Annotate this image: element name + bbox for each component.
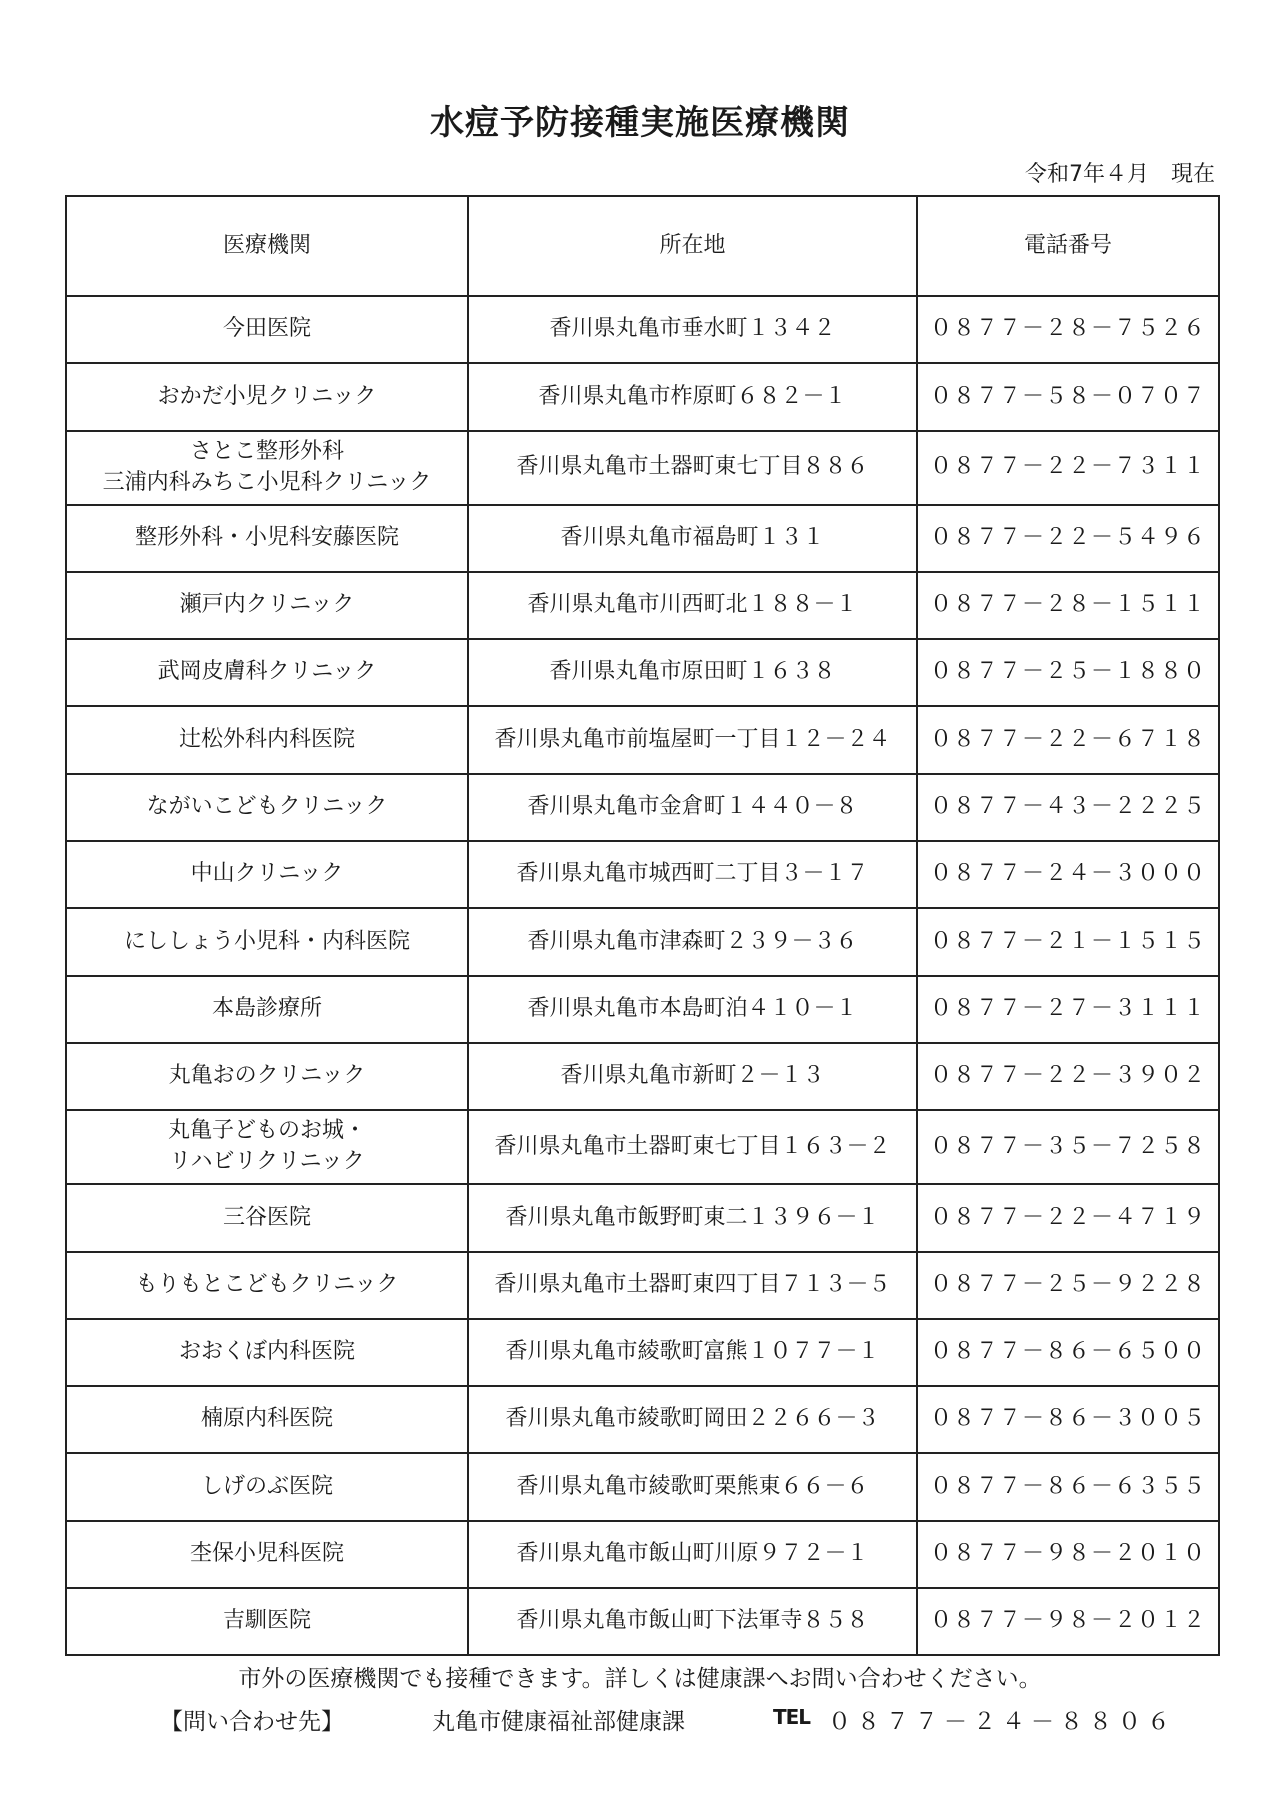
- facility-address: 香川県丸亀市土器町東七丁目８８６: [468, 431, 917, 505]
- facility-address: 香川県丸亀市城西町二丁目３－１７: [468, 841, 917, 908]
- header-address: 所在地: [468, 196, 917, 296]
- facility-phone: ０８７７－８６－６５００: [917, 1319, 1219, 1386]
- facility-phone: ０８７７－３５－７２５８: [917, 1110, 1219, 1184]
- as-of-date: 令和7年４月 現在: [1025, 162, 1215, 187]
- facility-address: 香川県丸亀市綾歌町岡田２２６６－３: [468, 1386, 917, 1453]
- facility-name-line: 杢保小児科医院: [189, 1541, 344, 1566]
- note-text: 市外の医療機関でも接種できます。詳しくは健康課へお問い合わせください。: [238, 1666, 1042, 1692]
- facility-phone: ０８７７－２２－３９０２: [917, 1043, 1219, 1110]
- table-row: [66, 908, 1219, 975]
- page-title: 水痘予防接種実施医療機関: [430, 103, 850, 143]
- facility-address: 香川県丸亀市垂水町１３４２: [468, 296, 917, 363]
- facility-name: [66, 639, 468, 706]
- facility-name-line: 武岡皮膚科クリニック: [157, 659, 377, 685]
- facility-phone: ０８７７－２２－４７１９: [917, 1184, 1219, 1251]
- table-row: [66, 505, 1219, 572]
- facility-name-line: 丸亀子どものお城・: [167, 1118, 366, 1144]
- facility-name-line: 三浦内科みちこ小児科クリニック: [102, 469, 432, 495]
- facility-address: 香川県丸亀市川西町北１８８－１: [468, 572, 917, 639]
- facility-name-line: 本島診療所: [211, 995, 322, 1021]
- facility-name-line: しげのぶ医院: [200, 1473, 333, 1499]
- table-row: [66, 363, 1219, 430]
- facility-name: [66, 1453, 468, 1520]
- facility-name: [66, 908, 468, 975]
- table-row: [66, 1588, 1219, 1655]
- table-row: [66, 706, 1219, 773]
- facility-name-line: 楠原内科医院: [200, 1406, 333, 1432]
- facility-phone: ０８７７－２２－７３１１: [917, 431, 1219, 505]
- facility-phone: ０８７７－２２－５４９６: [917, 505, 1219, 572]
- facility-name-line: ながいこどもクリニック: [146, 794, 388, 820]
- facility-address: 香川県丸亀市金倉町１４４０－８: [468, 774, 917, 841]
- facility-name: [66, 706, 468, 773]
- table-row: [66, 572, 1219, 639]
- facility-address: 香川県丸亀市原田町１６３８: [468, 639, 917, 706]
- facility-name: [66, 1521, 468, 1588]
- facility-phone: ０８７７－２１－１５１５: [917, 908, 1219, 975]
- facility-name: [66, 505, 468, 572]
- table-header-row: [66, 196, 1219, 296]
- facility-phone: ０８７７－８６－６３５５: [917, 1453, 1219, 1520]
- facility-name-line: もりもとこどもクリニック: [135, 1271, 399, 1297]
- table-row: [66, 296, 1219, 363]
- facility-name-line: おかだ小児クリニック: [157, 383, 377, 409]
- facility-name: [66, 1386, 468, 1453]
- facility-phone: ０８７７－２７－３１１１: [917, 976, 1219, 1043]
- table-row: [66, 1521, 1219, 1588]
- facility-address: 香川県丸亀市津森町２３９－３６: [468, 908, 917, 975]
- table-row: [66, 1319, 1219, 1386]
- table-row: [66, 1453, 1219, 1520]
- table-row: [66, 431, 1219, 505]
- facility-table: [65, 195, 1220, 1656]
- table-row: [66, 1184, 1219, 1251]
- facility-phone: ０８７７－２８－１５１１: [917, 572, 1219, 639]
- facility-name: [66, 1588, 468, 1655]
- facility-phone: ０８７７－２４－３０００: [917, 841, 1219, 908]
- facility-phone: ０８７７－８６－３００５: [917, 1386, 1219, 1453]
- facility-name-line: にししょう小児科・内科医院: [123, 928, 410, 954]
- table-row: [66, 1386, 1219, 1453]
- table-row: [66, 976, 1219, 1043]
- facility-name: [66, 431, 468, 505]
- facility-name-line: リハビリクリニック: [169, 1149, 365, 1175]
- facility-phone: ０８７７－９８－２０１２: [917, 1588, 1219, 1655]
- facility-address: 香川県丸亀市綾歌町富熊１０７７－１: [468, 1319, 917, 1386]
- facility-phone: ０８７７－２８－７５２６: [917, 296, 1219, 363]
- facility-name-line: 中山クリニック: [190, 861, 344, 887]
- facility-name-line: 整形外科・小児科安藤医院: [134, 524, 399, 550]
- facility-name: [66, 976, 468, 1043]
- facility-address: 香川県丸亀市福島町１３１: [468, 505, 917, 572]
- table-row: [66, 1043, 1219, 1110]
- facility-address: 香川県丸亀市本島町泊４１０－１: [468, 976, 917, 1043]
- header-facility: 医療機関: [66, 196, 468, 296]
- table-row: [66, 774, 1219, 841]
- facility-phone: ０８７７－２２－６７１８: [917, 706, 1219, 773]
- facility-address: 香川県丸亀市飯野町東二１３９６－１: [468, 1184, 917, 1251]
- facility-phone: ０８７７－５８－０７０７: [917, 363, 1219, 430]
- facility-phone: ０８７７－９８－２０１０: [917, 1521, 1219, 1588]
- facility-name-line: 三谷医院: [222, 1204, 311, 1230]
- facility-phone: ０８７７－２５－１８８０: [917, 639, 1219, 706]
- facility-name: [66, 363, 468, 430]
- header-phone: 電話番号: [917, 196, 1219, 296]
- facility-name-line: おおくぼ内科医院: [178, 1339, 355, 1365]
- table-body: [66, 296, 1219, 1655]
- facility-address: 香川県丸亀市柞原町６８２－１: [468, 363, 917, 430]
- facility-name: [66, 572, 468, 639]
- table-row: [66, 1252, 1219, 1319]
- facility-name-line: 吉馴医院: [222, 1608, 311, 1634]
- facility-address: 香川県丸亀市土器町東四丁目７１３－５: [468, 1252, 917, 1319]
- facility-phone: ０８７７－２５－９２２８: [917, 1252, 1219, 1319]
- contact-label: 【問い合わせ先】: [160, 1709, 344, 1735]
- facility-name-line: 瀬戸内クリニック: [179, 592, 355, 618]
- table-row: [66, 639, 1219, 706]
- facility-phone: ０８７７－４３－２２２５: [917, 774, 1219, 841]
- facility-name: [66, 1043, 468, 1110]
- facility-address: 香川県丸亀市飯山町川原９７２－１: [468, 1521, 917, 1588]
- facility-address: 香川県丸亀市前塩屋町一丁目１２－２４: [468, 706, 917, 773]
- contact-department: 丸亀市健康福祉部健康課: [432, 1709, 685, 1735]
- facility-name-line: さとこ整形外科: [189, 438, 344, 464]
- facility-name: [66, 1184, 468, 1251]
- facility-name: [66, 1110, 468, 1184]
- facility-address: 香川県丸亀市土器町東七丁目１６３－２: [468, 1110, 917, 1184]
- table-row: [66, 1110, 1219, 1184]
- contact-tel: ０８７７－２４－８８０６: [828, 1709, 1176, 1735]
- facility-address: 香川県丸亀市綾歌町栗熊東６６－６: [468, 1453, 917, 1520]
- facility-name: [66, 774, 468, 841]
- facility-name: [66, 1319, 468, 1386]
- facility-address: 香川県丸亀市飯山町下法軍寺８５８: [468, 1588, 917, 1655]
- facility-name-line: 丸亀おのクリニック: [168, 1063, 366, 1089]
- facility-address: 香川県丸亀市新町２－１３: [468, 1043, 917, 1110]
- contact-tel-label: TEL: [773, 1705, 811, 1729]
- facility-name-line: 今田医院: [222, 316, 311, 342]
- facility-name: [66, 296, 468, 363]
- facility-name-line: 辻松外科内科医院: [178, 726, 355, 752]
- facility-name: [66, 1252, 468, 1319]
- facility-name: [66, 841, 468, 908]
- table-row: [66, 841, 1219, 908]
